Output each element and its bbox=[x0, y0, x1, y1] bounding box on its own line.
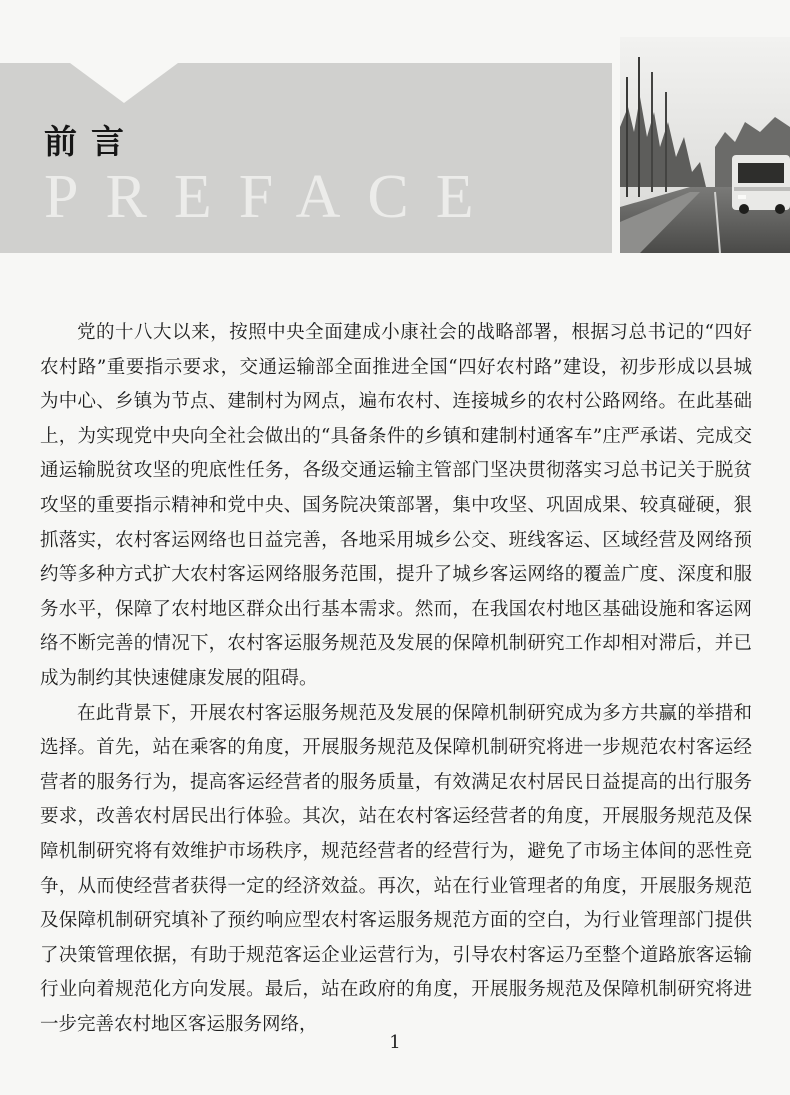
preface-body bbox=[40, 316, 752, 1042]
bus-road-photo bbox=[620, 37, 790, 253]
page-subtitle: PREFACE bbox=[44, 163, 501, 231]
paragraph-1: 党的十八大以来，按照中央全面建成小康社会的战略部署，根据习总书记的“四好农村路”重要指示要求，交通运输部全面推进全国“四好农村路”建设，初步形成以县城为中心、乡镇为节点、建制村为网点，遍布农村、连接城乡的农村公路网络。在此基础上，为实现党中央向全社会做出的“具备条件的乡镇和建制村通客车”庄严承诺、完成交通运输脱贫攻坚的兜底性任务，各级交通运输主管部门坚决贯彻落实习总书记关于脱贫攻坚的重要指示精神和党中央、国务院决策部署，集中攻坚、巩固成果、较真碰硬，狠抓落实，农村客运网络也日益完善，各地采用城乡公交、班线客运、区域经营及网络预约等多种方式扩大农村客运网络服务范围，提升了城乡客运网络的覆盖广度、深度和服务水平，保障了农村地区群众出行基本需求。然而，在我国农村地区基础设施和客运网络不断完善的情况下，农村客运服务规范及发展的保障机制研究工作却相对滞后，并已成为制约其快速健康发展的阻碍。 bbox=[40, 322, 752, 689]
page-number: 1 bbox=[389, 1032, 401, 1053]
page-title: 前言 bbox=[44, 122, 138, 161]
paragraph-2: 在此背景下，开展农村客运服务规范及发展的保障机制研究成为多方共赢的举措和选择。首先，站在乘客的角度，开展服务规范及保障机制研究将进一步规范农村客运经营者的服务行为，提高客运经营者的服务质量，有效满足农村居民日益提高的出行服务要求，改善农村居民出行体验。其次，站在农村客运经营者的角度，开展服务规范及保障机制研究将有效维护市场秩序，规范经营者的经营行为，避免了市场主体间的恶性竞争，从而使经营者获得一定的经济效益。再次，站在行业管理者的角度，开展服务规范及保障机制研究填补了预约响应型农村客运服务规范方面的空白，为行业管理部门提供了决策管理依据，有助于规范客运企业运营行为，引导农村客运乃至整个道路旅客运输行业向着规范化方向发展。最后，站在政府的角度，开展服务规范及保障机制研究将进一步完善农村地区客运服务网络， bbox=[40, 702, 752, 1035]
